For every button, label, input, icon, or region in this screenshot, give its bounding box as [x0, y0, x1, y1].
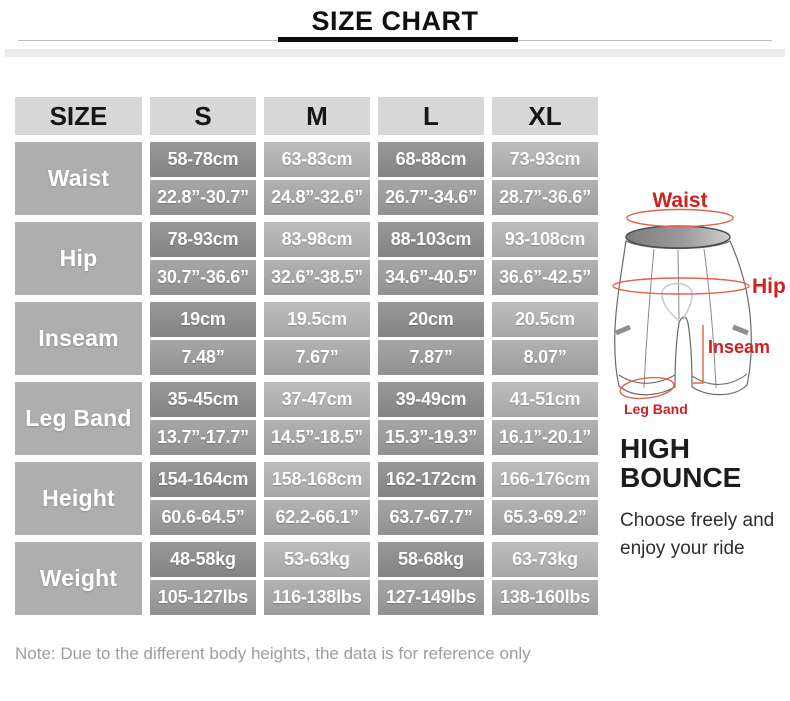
product-diagram-panel [612, 183, 790, 563]
promo-tagline-line2: enjoy your ride [620, 538, 745, 559]
leg-band-metric-s-value: 35-45cm [150, 382, 256, 417]
waist-metric-s-value: 58-78cm [150, 142, 256, 177]
weight-metric-l-value: 58-68kg [378, 542, 484, 577]
height-imperial-m-value: 62.2-66.1” [264, 500, 370, 535]
size-row-hip [15, 222, 598, 295]
shorts-outline [615, 241, 752, 395]
hip-metric-xl-value: 93-108cm [492, 222, 598, 257]
weight-metric-s-value: 48-58kg [150, 542, 256, 577]
waist-imperial-xl-value: 28.7”-36.6” [492, 180, 598, 215]
hip-imperial-xl-value: 36.6”-42.5” [492, 260, 598, 295]
leg-band-imperial-l-value: 15.3”-19.3” [378, 420, 484, 455]
inseam-metric-l-value: 20cm [378, 302, 484, 337]
reference-note: Note: Due to the different body heights, the data is for reference only [15, 644, 531, 663]
hip-metric-s-value: 78-93cm [150, 222, 256, 257]
weight-metric-xl-value: 63-73kg [492, 542, 598, 577]
leg-band-imperial-xl-value: 16.1”-20.1” [492, 420, 598, 455]
weight-imperial-xl-value: 138-160lbs [492, 580, 598, 615]
hip-metric-l-value: 88-103cm [378, 222, 484, 257]
hip-imperial-l-value: 34.6”-40.5” [378, 260, 484, 295]
column-header-m: M [264, 97, 370, 135]
row-label-leg-band: Leg Band [15, 382, 142, 455]
leg-band-metric-m-value: 37-47cm [264, 382, 370, 417]
waist-metric-m-value: 63-83cm [264, 142, 370, 177]
promo-tagline [620, 507, 790, 563]
column-header-size: SIZE [15, 97, 142, 135]
inseam-metric-s-value: 19cm [150, 302, 256, 337]
waist-measure-ellipse [627, 210, 733, 227]
inseam-imperial-m-value: 7.67” [264, 340, 370, 375]
column-header-s: S [150, 97, 256, 135]
waistband [626, 226, 730, 248]
leg-band-imperial-s-value: 13.7”-17.7” [150, 420, 256, 455]
waist-imperial-m-value: 24.8”-32.6” [264, 180, 370, 215]
size-row-waist [15, 142, 598, 215]
size-table [15, 97, 598, 622]
row-label-weight: Weight [15, 542, 142, 615]
height-metric-m-value: 158-168cm [264, 462, 370, 497]
weight-metric-m-value: 53-63kg [264, 542, 370, 577]
leg-band-diagram-label: Leg Band [624, 401, 688, 417]
hip-metric-m-value: 83-98cm [264, 222, 370, 257]
page-title: SIZE CHART [311, 6, 479, 36]
hip-imperial-s-value: 30.7”-36.6” [150, 260, 256, 295]
promo-heading [620, 434, 790, 492]
hip-imperial-m-value: 32.6”-38.5” [264, 260, 370, 295]
inseam-imperial-l-value: 7.87” [378, 340, 484, 375]
size-row-weight [15, 542, 598, 615]
size-row-height [15, 462, 598, 535]
inseam-imperial-s-value: 7.48” [150, 340, 256, 375]
column-header-l: L [378, 97, 484, 135]
header-band [5, 49, 785, 57]
weight-imperial-l-value: 127-149lbs [378, 580, 484, 615]
weight-imperial-s-value: 105-127lbs [150, 580, 256, 615]
promo-tagline-line1: Choose freely and [620, 510, 775, 531]
promo-heading-line2: BOUNCE [620, 462, 742, 493]
row-label-waist: Waist [15, 142, 142, 215]
leg-band-metric-xl-value: 41-51cm [492, 382, 598, 417]
size-row-inseam [15, 302, 598, 375]
leg-band-imperial-m-value: 14.5”-18.5” [264, 420, 370, 455]
height-metric-l-value: 162-172cm [378, 462, 484, 497]
waist-diagram-label: Waist [652, 189, 708, 212]
size-table-body [15, 142, 598, 615]
column-header-xl: XL [492, 97, 598, 135]
row-label-height: Height [15, 462, 142, 535]
row-label-inseam: Inseam [15, 302, 142, 375]
waist-imperial-s-value: 22.8”-30.7” [150, 180, 256, 215]
inseam-metric-m-value: 19.5cm [264, 302, 370, 337]
inseam-imperial-xl-value: 8.07” [492, 340, 598, 375]
height-metric-xl-value: 166-176cm [492, 462, 598, 497]
waist-metric-xl-value: 73-93cm [492, 142, 598, 177]
inseam-diagram-label: Inseam [708, 337, 771, 357]
hip-diagram-label: Hip [752, 275, 786, 298]
height-imperial-xl-value: 65.3-69.2” [492, 500, 598, 535]
waist-metric-l-value: 68-88cm [378, 142, 484, 177]
size-table-header-row [15, 97, 598, 135]
leg-band-metric-l-value: 39-49cm [378, 382, 484, 417]
promo-heading-line1: HIGH [620, 433, 690, 464]
height-metric-s-value: 154-164cm [150, 462, 256, 497]
height-imperial-s-value: 60.6-64.5” [150, 500, 256, 535]
height-imperial-l-value: 63.7-67.7” [378, 500, 484, 535]
title-underline [278, 37, 518, 42]
row-label-hip: Hip [15, 222, 142, 295]
shorts-measurement-diagram [612, 183, 790, 430]
inseam-metric-xl-value: 20.5cm [492, 302, 598, 337]
weight-imperial-m-value: 116-138lbs [264, 580, 370, 615]
waist-imperial-l-value: 26.7”-34.6” [378, 180, 484, 215]
size-row-leg-band [15, 382, 598, 455]
